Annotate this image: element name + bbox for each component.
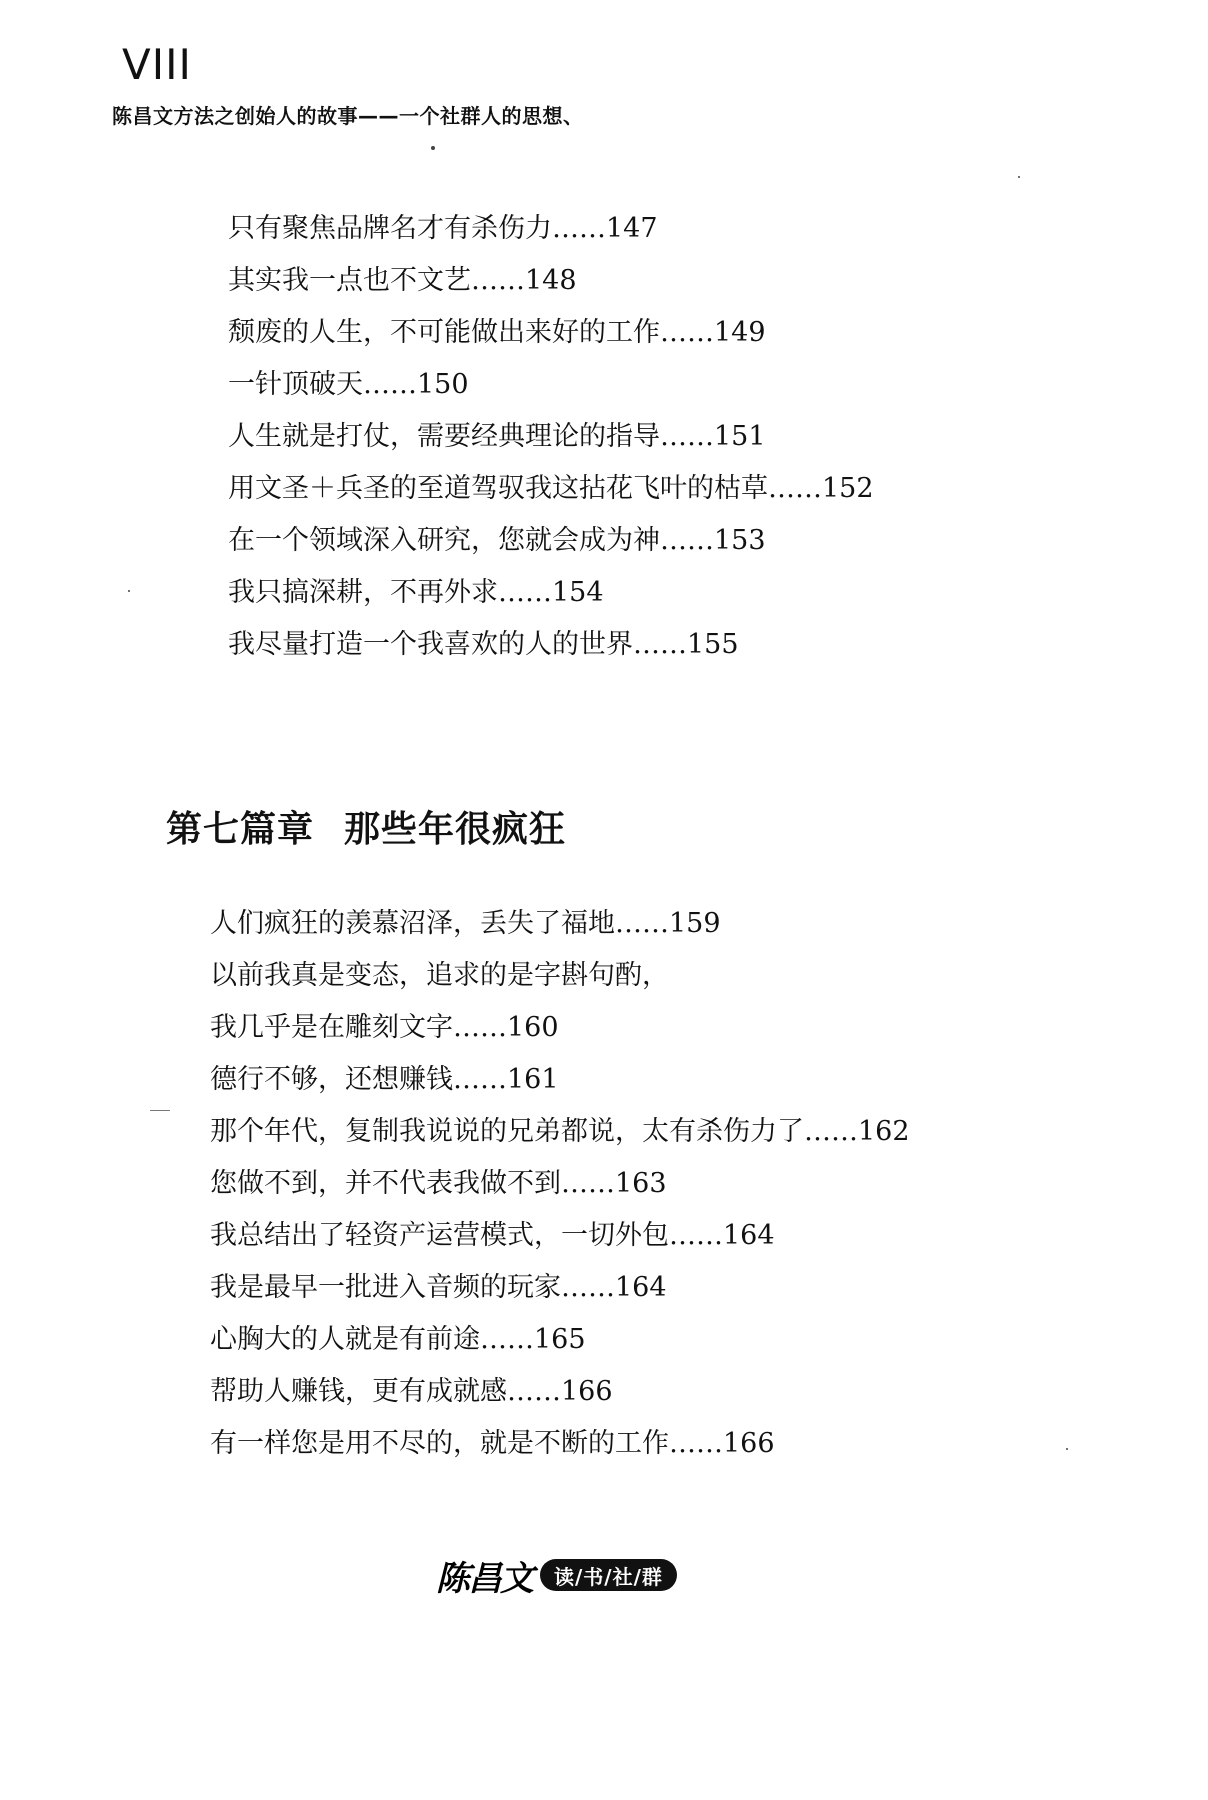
footer-brand: 陈昌文 [436, 1558, 532, 1599]
chapter-label: 第七篇章 [166, 809, 315, 850]
scan-speck [128, 590, 130, 592]
toc-entry: 在一个领域深入研究，您就会成为神……153 [228, 525, 766, 556]
toc-entry: 人们疯狂的羡慕沼泽，丢失了福地……159 [210, 908, 721, 939]
toc-entry: 以前我真是变态，追求的是字斟句酌， [210, 960, 669, 991]
footer-tag: 读/书/社/群 [540, 1559, 677, 1591]
toc-entry: 颓废的人生，不可能做出来好的工作……149 [228, 317, 766, 348]
scan-speck [1066, 1448, 1068, 1450]
footer-logo [436, 1552, 677, 1598]
toc-entry: 一针顶破天……150 [228, 369, 469, 400]
scan-speck [1018, 176, 1020, 178]
page-number: VIII [122, 40, 192, 89]
toc-entry: 我几乎是在雕刻文字……160 [210, 1012, 559, 1043]
toc-entry: 只有聚焦品牌名才有杀伤力……147 [228, 213, 658, 244]
toc-entry: 心胸大的人就是有前途……165 [210, 1324, 586, 1355]
toc-entry: 人生就是打仗，需要经典理论的指导……151 [228, 421, 766, 452]
scan-speck [431, 146, 435, 150]
toc-entry: 我只搞深耕，不再外求……154 [228, 577, 604, 608]
running-header: 陈昌文方法之创始人的故事——一个社群人的思想、 [112, 104, 584, 128]
chapter-title: 那些年很疯狂 [344, 809, 567, 850]
toc-entry: 用文圣＋兵圣的至道驾驭我这拈花飞叶的枯草……152 [228, 473, 874, 504]
toc-entry: 我是最早一批进入音频的玩家……164 [210, 1272, 667, 1303]
toc-entry: 帮助人赚钱，更有成就感……166 [210, 1376, 613, 1407]
toc-entry: 德行不够，还想赚钱……161 [210, 1064, 559, 1095]
toc-entry: 您做不到，并不代表我做不到……163 [210, 1168, 667, 1199]
toc-entry: 我尽量打造一个我喜欢的人的世界……155 [228, 629, 739, 660]
toc-entry: 其实我一点也不文艺……148 [228, 265, 577, 296]
scan-mark [150, 1110, 170, 1111]
chapter-heading [166, 801, 566, 852]
toc-entry: 有一样您是用不尽的，就是不断的工作……166 [210, 1428, 775, 1459]
toc-entry: 我总结出了轻资产运营模式，一切外包……164 [210, 1220, 775, 1251]
toc-entry: 那个年代，复制我说说的兄弟都说，太有杀伤力了……162 [210, 1116, 910, 1147]
